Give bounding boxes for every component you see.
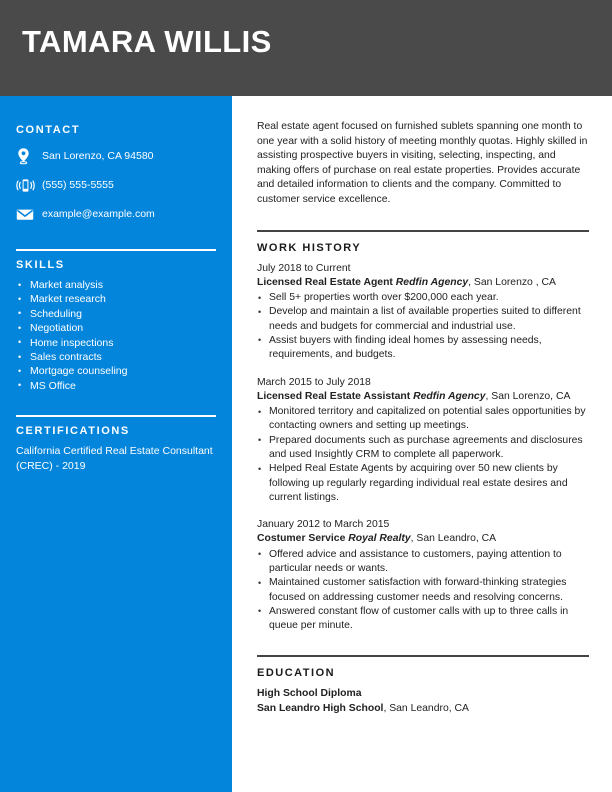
list-item: • Offered advice and assistance to customers, paying attention to particular needs or wants. — [257, 548, 589, 577]
contact-item-address — [16, 143, 216, 169]
envelope-icon — [16, 208, 42, 221]
certifications-text: California Certified Real Estate Consultant (CREC) - 2019 — [16, 445, 213, 472]
list-item: • Mortgage counseling — [16, 364, 216, 378]
sidebar-divider-skills — [16, 249, 216, 251]
job-bullets — [257, 405, 589, 505]
sidebar-section-skills — [16, 249, 216, 393]
job-location: , San Lorenzo, CA — [485, 390, 571, 402]
location-pin-icon — [16, 147, 42, 165]
list-item: • Helped Real Estate Agents by acquiring over 50 new clients by following up regularly regarding individual real estate desires and current listings. — [257, 462, 589, 505]
job-dates: March 2015 to July 2018 — [257, 376, 371, 388]
sidebar — [0, 96, 232, 792]
job-title-line — [257, 276, 589, 291]
sidebar-section-certifications — [16, 415, 216, 473]
education-degree-text: High School Diploma — [257, 688, 362, 700]
main-column — [257, 120, 589, 717]
job-title-line — [257, 532, 589, 547]
list-item: • Scheduling — [16, 307, 216, 321]
job-role: Licensed Real Estate Agent — [257, 276, 396, 288]
education-school-location: , San Leandro, CA — [383, 703, 469, 714]
work-history-entry — [257, 376, 589, 506]
list-item: • Prepared documents such as purchase agreements and disclosures and used Insightly CRM to complete all paperwork. — [257, 434, 589, 463]
list-item: • Market analysis — [16, 278, 216, 292]
job-dates: January 2012 to March 2015 — [257, 519, 390, 531]
work-history-entry — [257, 262, 589, 363]
contact-item-phone — [16, 172, 216, 198]
contact-heading: CONTACT — [16, 124, 81, 136]
contact-address-text: San Lorenzo, CA 94580 — [42, 150, 154, 162]
job-company: Redfin Agency — [395, 276, 469, 288]
job-bullets — [257, 548, 589, 634]
job-role: Costumer Service — [257, 533, 349, 545]
job-company: Royal Realty — [348, 533, 411, 545]
job-location: , San Lorenzo , CA — [468, 276, 556, 288]
list-item: • Negotiation — [16, 321, 216, 335]
list-item: • Answered constant flow of customer calls with up to three calls in queue per minute. — [257, 605, 589, 634]
certifications-heading: CERTIFICATIONS — [16, 425, 130, 438]
sidebar-section-contact — [16, 96, 216, 227]
page-title: TAMARA WILLIS — [22, 24, 272, 59]
list-item: • Sell 5+ properties worth over $200,000 each year. — [257, 291, 589, 305]
job-role: Licensed Real Estate Assistant — [257, 390, 414, 402]
contact-item-email — [16, 201, 216, 227]
job-title-line — [257, 390, 589, 405]
list-item: • MS Office — [16, 379, 216, 393]
contact-email-text: example@example.com — [42, 208, 155, 220]
list-item: • Monitored territory and capitalized on potential sales opportunities by contacting owners and setting up meetings. — [257, 405, 589, 434]
job-location: , San Leandro, CA — [410, 533, 497, 545]
list-item: • Develop and maintain a list of available properties suited to different needs and budgets for commercial and industrial use. — [257, 305, 589, 334]
job-dates: July 2018 to Current — [257, 262, 351, 274]
professional-summary: Real estate agent focused on furnished sublets spanning one month to one year with a solid history of meeting monthly quotas. Highly skilled in assisting prospective buyers in visiting, selecting, inspecting, and making offers of purchase on real estate properties. Provides accurate and detailed information to clients and the company. Committed to customer service excellence. — [257, 121, 588, 205]
divider-education — [257, 655, 589, 657]
work-history-entry — [257, 518, 589, 633]
list-item: • Market research — [16, 292, 216, 306]
contact-phone-text: (555) 555-5555 — [42, 179, 114, 191]
divider-work-history — [257, 230, 589, 232]
list-item: • Maintained customer satisfaction with forward-thinking strategies focused on addressing customer needs and resolving concerns. — [257, 576, 589, 605]
skills-heading: SKILLS — [16, 259, 65, 271]
list-item: • Home inspections — [16, 336, 216, 350]
job-company: Redfin Agency — [413, 390, 486, 402]
education-degree — [257, 687, 589, 702]
mobile-phone-icon — [16, 177, 42, 194]
education-heading: EDUCATION — [257, 667, 336, 680]
skills-list — [16, 278, 216, 393]
list-item: • Assist buyers with finding ideal homes by assessing needs, requirements, and budgets. — [257, 334, 589, 363]
header-banner — [0, 0, 612, 96]
list-item: • Sales contracts — [16, 350, 216, 364]
sidebar-divider-certifications — [16, 415, 216, 417]
education-school-name: San Leandro High School — [257, 703, 384, 714]
job-bullets — [257, 291, 589, 362]
work-history-heading: WORK HISTORY — [257, 241, 362, 254]
education-school — [257, 702, 589, 717]
